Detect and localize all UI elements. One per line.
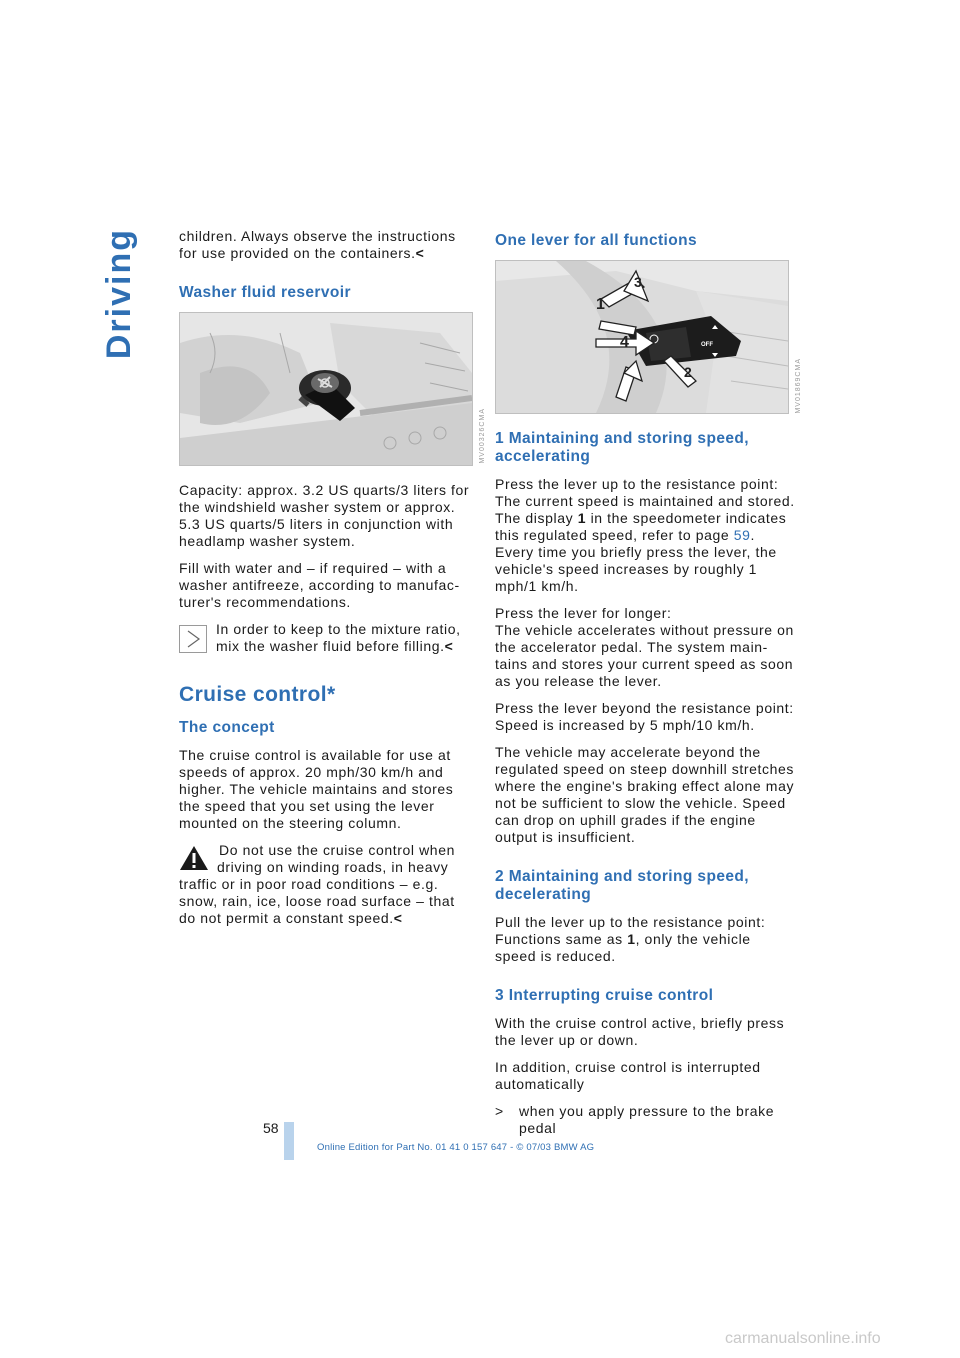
footer-edition: Online Edition for Part No. 01 41 0 157 647 - © 07/03 BMW AG [317,1142,595,1153]
footer-bar [284,1122,294,1160]
cruise-lever-figure [495,260,789,414]
page-number: 58 [263,1120,279,1136]
cruise-control-heading: Cruise control* [179,683,336,706]
lever-label-1: 1 [596,296,605,313]
right-column [495,228,802,1137]
list-item: > when you apply pressure to the brake pedal [495,1103,775,1136]
lever-label-3: 3 [634,274,642,290]
section-1-paragraph-c: Press the lever beyond the resistance point: Speed is increased by 5 mph/10 km/h. [495,700,794,733]
bullet-arrow-icon: > [495,1103,504,1119]
section-2-heading: 2 Maintaining and storing speed, decelerating [495,868,749,903]
cruise-warning: Do not use the cruise control when driving on winding roads, in heavy traffic or in poor road conditions – e.g. snow, rain, ice, loose road surface – that do not permit a constant speed.< [179,842,455,926]
concept-paragraph: The cruise control is available for use at speeds of approx. 20 mph/30 km/h and higher. The vehicle maintains and stores the speed that you set using the lever mounted on the steering column. [179,747,454,831]
section-1-paragraph-a: Press the lever up to the resistance point: The current speed is maintained and stored. The display 1 in the speedometer indicates this regulated speed, refer to page 59. Every time you briefly press the lever, the vehicle's speed increases by roughly 1 mph/1 km/h. [495,476,795,594]
warning-icon [179,844,209,872]
end-mark: < [415,245,425,261]
lever-figure-code: MV01869CMA [795,358,802,414]
washer-heading: Washer fluid reservoir [179,284,351,301]
section-3-paragraph-a: With the cruise control active, briefly press the lever up or down. [495,1015,785,1048]
section-3-paragraph-b: In addition, cruise control is interrupted automatically [495,1059,761,1092]
section-1-heading: 1 Maintaining and storing speed, accelerating [495,430,749,465]
watermark: carmanualsonline.info [725,1330,881,1347]
intro-paragraph: children. Always observe the instructions for use provided on the containers.< [179,228,456,261]
section-3-heading: 3 Interrupting cruise control [495,987,714,1004]
left-column [179,228,486,937]
washer-figure-code: MV00326CMA [479,408,486,464]
section-2-paragraph: Pull the lever up to the resistance point: Functions same as 1, only the vehicle speed is reduced. [495,914,766,964]
fill-paragraph: Fill with water and – if required – with a washer antifreeze, according to manufac-turer's recommendations. [179,560,460,610]
lever-label-4: 4 [620,334,629,351]
lever-label-2: 2 [684,364,692,380]
section-1-paragraph-d: The vehicle may accelerate beyond the regulated speed on steep downhill stretches where the engine's braking effect alone may not be sufficient to slow the vehicle. Speed can drop on uphill grades if the engine output is insufficient. [495,744,795,845]
cruise-lever-image [496,261,788,413]
note-icon [179,625,207,653]
lever-off-label: OFF [701,342,713,348]
capacity-paragraph: Capacity: approx. 3.2 US quarts/3 liters for the windshield washer system or approx. 5.3 US quarts/5 liters in conjunction with headlamp washer system. [179,482,470,549]
section-tab: Driving [100,228,138,360]
washer-reservoir-figure [179,312,473,466]
section-1-paragraph-b: Press the lever for longer: The vehicle accelerates without pressure on the accelerator pedal. The system main-tains and stores your current speed as soon as you release the lever. [495,605,794,689]
concept-heading: The concept [179,719,275,736]
lever-heading: One lever for all functions [495,232,698,249]
page-link[interactable]: 59 [733,527,751,543]
washer-reservoir-image [180,313,472,465]
mixture-note: In order to keep to the mixture ratio, mix the washer fluid before filling.< [179,621,474,655]
